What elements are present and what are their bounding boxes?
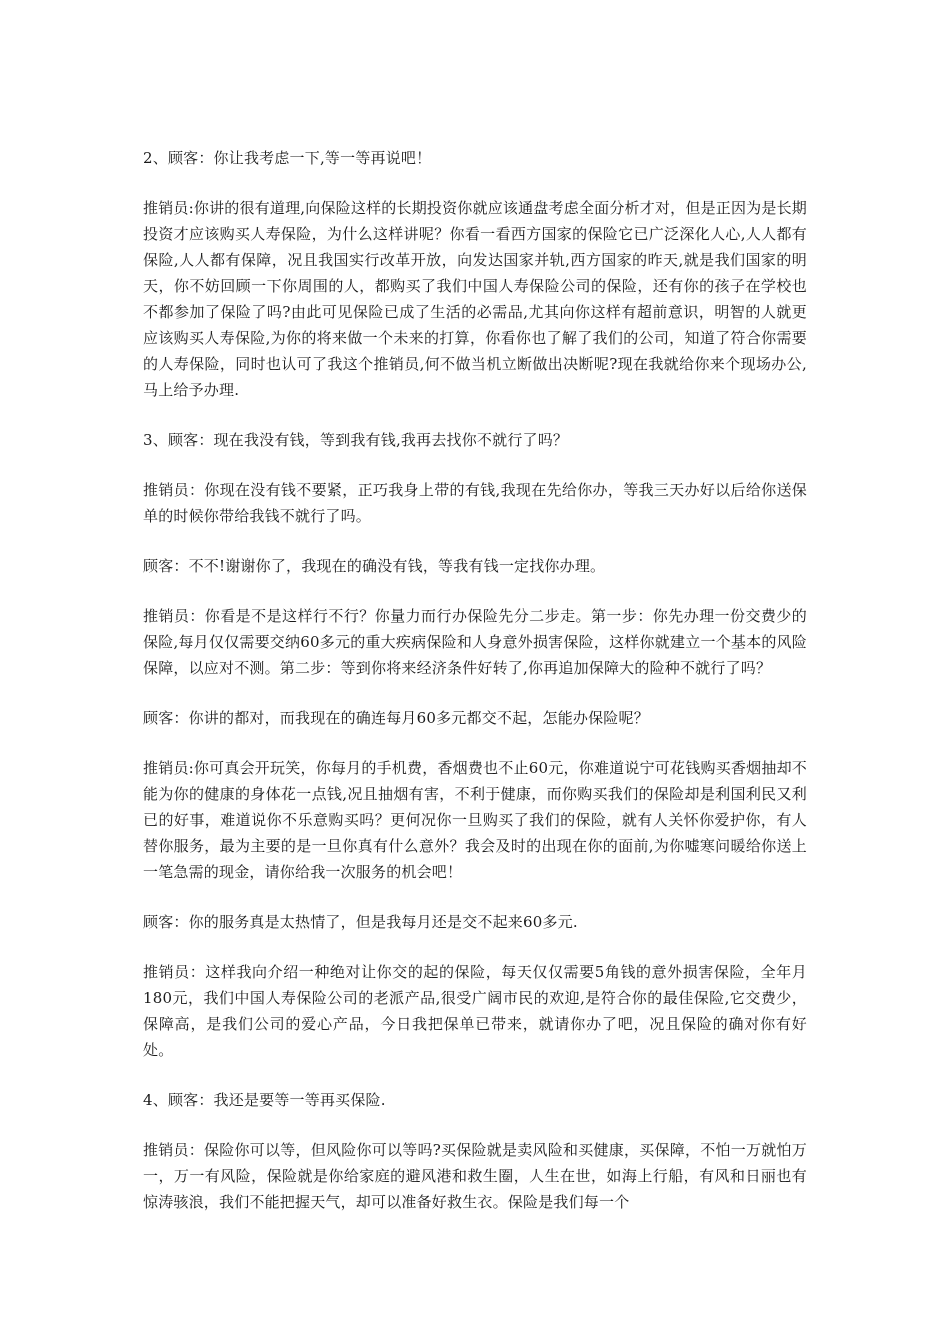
salesperson-reply-paragraph: 推销员：你现在没有钱不要紧，正巧我身上带的有钱,我现在先给你办，等我三天办好以后给你送保单的时候你带给我钱不就行了吗。 [143,481,807,525]
customer-reply-paragraph: 顾客：你讲的都对，而我现在的确连每月60多元都交不起，怎能办保险呢？ [143,709,649,727]
salesperson-reply-paragraph: 推销员:你可真会开玩笑，你每月的手机费，香烟费也不止60元，你难道说宁可花钱购买香烟抽却不能为你的健康的身体花一点钱,况且抽烟有害，不利于健康，而你购买我们的保险却是利国利民又利已的好事，难道说你不乐意购买吗？更何况你一旦购买了我们的保险，就有人关怀你爱护你，有人替你服务，最为主要的是一旦你真有什么意外？我会及时的出现在你的面前,为你嘘寒问暖给你送上一笔急需的现金，请你给我一次服务的机会吧！ [143,759,807,881]
heading-question-2: 2、顾客：你让我考虑一下,等一等再说吧！ [143,149,432,167]
customer-reply-paragraph: 顾客：不不!谢谢你了，我现在的确没有钱，等我有钱一定找你办理。 [143,557,606,575]
heading-question-4: 4、顾客：我还是要等一等再买保险. [143,1091,386,1109]
salesperson-reply-paragraph: 推销员：保险你可以等，但风险你可以等吗?买保险就是卖风险和买健康，买保障，不怕一万就怕万一，万一有风险，保险就是你给家庭的避风港和救生圈，人生在世，如海上行船，有风和日丽也有惊涛骇浪，我们不能把握天气，却可以准备好救生衣。保险是我们每一个 [143,1141,807,1211]
document-body [143,145,807,1239]
heading-question-3: 3、顾客：现在我没有钱，等到我有钱,我再去找你不就行了吗？ [143,431,569,449]
salesperson-reply-paragraph: 推销员：这样我向介绍一种绝对让你交的起的保险，每天仅仅需要5角钱的意外损害保险，全年月180元，我们中国人寿保险公司的老派产品,很受广阔市民的欢迎,是符合你的最佳保险,它交费少，保障高，是我们公司的爱心产品，今日我把保单已带来，就请你办了吧，况且保险的确对你有好处。 [143,963,807,1059]
customer-reply-paragraph: 顾客：你的服务真是太热情了，但是我每月还是交不起来60多元. [143,913,578,931]
salesperson-reply-paragraph: 推销员：你看是不是这样行不行？你量力而行办保险先分二步走。第一步：你先办理一份交费少的保险,每月仅仅需要交纳60多元的重大疾病保险和人身意外损害保险，这样你就建立一个基本的风险保障，以应对不测。第二步：等到你将来经济条件好转了,你再追加保障大的险种不就行了吗？ [143,607,807,677]
salesperson-reply-paragraph: 推销员:你讲的很有道理,向保险这样的长期投资你就应该通盘考虑全面分析才对，但是正因为是长期投资才应该购买人寿保险，为什么这样讲呢？你看一看西方国家的保险它已广泛深化人心,人人都有保险,人人都有保障，况且我国实行改革开放，向发达国家并轨,西方国家的昨天,就是我们国家的明天，你不妨回顾一下你周围的人，都购买了我们中国人寿保险公司的保险，还有你的孩子在学校也不都参加了保险了吗?由此可见保险已成了生活的必需品,尤其向你这样有超前意识，明智的人就更应该购买人寿保险,为你的将来做一个未来的打算，你看你也了解了我们的公司，知道了符合你需要的人寿保险，同时也认可了我这个推销员,何不做当机立断做出决断呢?现在我就给你来个现场办公,马上给予办理. [143,199,807,399]
